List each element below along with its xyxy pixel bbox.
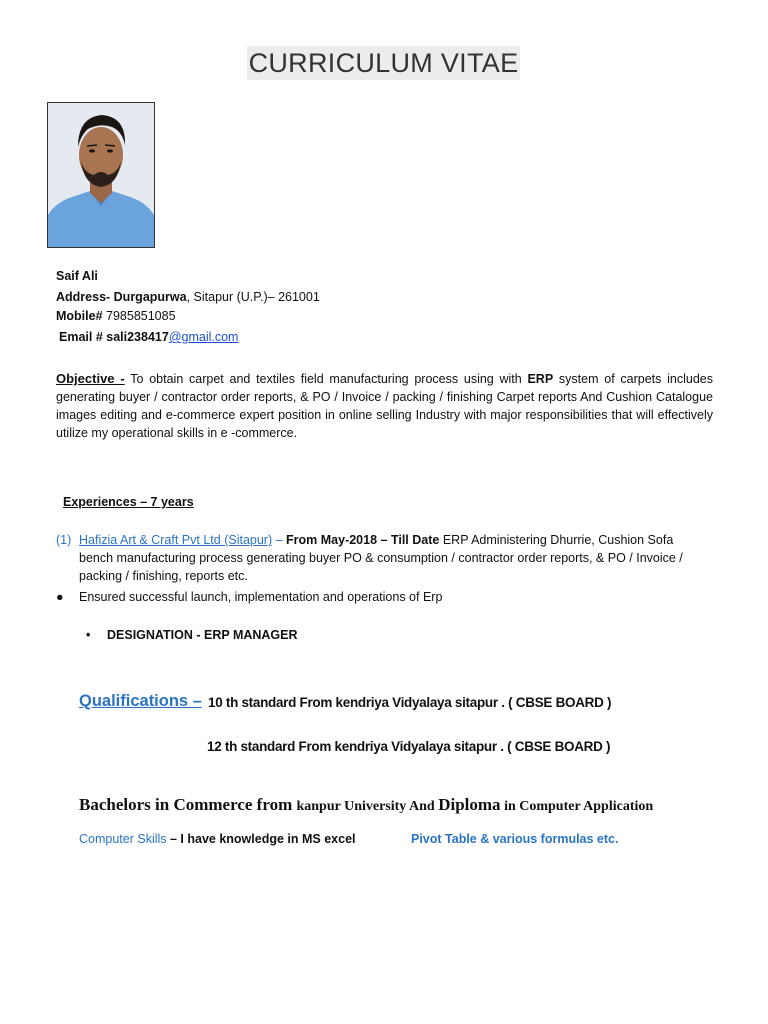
- objective-paragraph: Objective - To obtain carpet and textiles field manufacturing process using with ERP system of carpets includes generating buyer / contractor order reports, & PO / Invoice / packing / finishing Carpet reports And Cushion Catalogue images editing and e-commerce expert position in online selling Industry with major responsibilities that will effectively utilize my operational skills in e -commerce.: [56, 371, 714, 440]
- qualifications-heading: Qualifications –: [79, 692, 202, 710]
- job-number: (1): [56, 533, 72, 547]
- qualification-10th: 10 th standard From kendriya Vidyalaya sitapur . ( CBSE BOARD ): [208, 695, 612, 710]
- qualification-bachelors: Bachelors in Commerce from kanpur University And Diploma in Computer Application: [79, 795, 654, 814]
- designation: • DESIGNATION - ERP MANAGER: [86, 628, 298, 642]
- experience-bullet: ● Ensured successful launch, implementation and operations of Erp: [56, 590, 443, 604]
- company-link[interactable]: Hafizia Art & Craft Pvt Ltd (Sitapur): [79, 533, 273, 547]
- bullet-icon: ●: [56, 590, 64, 604]
- profile-photo: [47, 102, 155, 248]
- person-photo-icon: [48, 103, 154, 247]
- objective-label: Objective -: [56, 371, 125, 386]
- contact-name: Saif Ali: [56, 269, 98, 283]
- bullet-icon: •: [86, 628, 91, 642]
- email-link[interactable]: @gmail.com: [168, 330, 239, 344]
- computer-skills: Computer Skills – I have knowledge in MS excel: [79, 832, 356, 846]
- contact-email: Email # sali238417@gmail.com: [59, 330, 239, 344]
- experience-heading: Experiences – 7 years: [63, 495, 194, 509]
- page-title: CURRICULUM VITAE: [248, 48, 519, 78]
- contact-address: Address- Durgapurwa, Sitapur (U.P.)– 261001: [56, 290, 320, 304]
- job-entry: (1) Hafizia Art & Craft Pvt Ltd (Sitapur) – From May-2018 – Till Date ERP Administering Dhurrie, Cushion Sofa bench manufacturing process generating buyer PO & consumption / contractor order reports, & PO / Invoice / packing / finishing, reports etc.: [56, 533, 683, 583]
- qualification-12th: 12 th standard From kendriya Vidyalaya sitapur . ( CBSE BOARD ): [207, 739, 611, 754]
- skills-pivot: Pivot Table & various formulas etc.: [411, 832, 619, 846]
- contact-mobile: Mobile# 7985851085: [56, 309, 176, 323]
